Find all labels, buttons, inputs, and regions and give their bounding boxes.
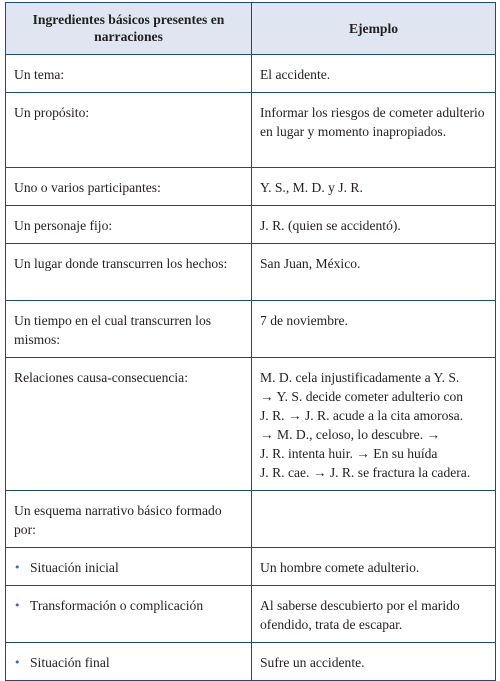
row-label-bulleted [6,548,252,586]
table-row [6,586,496,643]
row-example: San Juan, México. [252,244,496,301]
sequence-line: → M. D., celoso, lo descubre. → [260,427,441,442]
table-row [6,358,496,491]
row-example [252,491,496,548]
row-example: Sufre un accidente. [252,643,496,681]
row-example: Informar los riesgos de cometer adulterio en lugar y momento inapropiados. [252,93,496,168]
bullet-icon: • [14,656,21,669]
table-row [6,643,496,681]
row-example: Y. S., M. D. y J. R. [252,168,496,206]
header-row [6,3,496,55]
row-label: Situación inicial [30,560,119,575]
table-row [6,206,496,244]
row-label: Situación final [30,655,110,670]
row-example: J. R. (quien se accidentó). [252,206,496,244]
table-row [6,55,496,93]
bullet-icon: • [14,561,21,574]
row-example: Un hombre comete adulterio. [252,548,496,586]
table-row [6,168,496,206]
row-label-bulleted [6,586,252,643]
row-label-bulleted [6,643,252,681]
row-example: Al saberse descubierto por el marido ofendido, trata de escapar. [252,586,496,643]
sequence-line: J. R. intenta huir. → En su huída [260,446,438,461]
row-label: Transformación o complicación [30,598,204,613]
table-row [6,301,496,358]
table-row [6,93,496,168]
header-ingredients: Ingredientes básicos presentes en narraciones [6,3,252,55]
row-example: 7 de noviembre. [252,301,496,358]
sequence-line: J. R. cae. → J. R. se fractura la cadera. [260,465,471,480]
sequence-line: J. R. → J. R. acude a la cita amorosa. [260,408,464,423]
table-row [6,244,496,301]
header-example: Ejemplo [252,3,496,55]
table-row [6,491,496,548]
row-label: Un esquema narrativo básico formado por: [6,491,252,548]
narrative-ingredients-table [5,2,496,681]
row-label: Uno o varios participantes: [6,168,252,206]
row-label: Relaciones causa-consecuencia: [6,358,252,491]
row-label: Un personaje fijo: [6,206,252,244]
sequence-line: → Y. S. decide cometer adulterio con [260,389,464,404]
row-label: Un tiempo en el cual transcurren los mismos: [6,301,252,358]
row-example-sequence [252,358,496,491]
table-row [6,548,496,586]
bullet-icon: • [14,599,21,612]
row-label: Un lugar donde transcurren los hechos: [6,244,252,301]
row-label: Un propósito: [6,93,252,168]
row-label: Un tema: [6,55,252,93]
row-example: El accidente. [252,55,496,93]
sequence-line: M. D. cela injustificadamente a Y. S. [260,370,460,385]
